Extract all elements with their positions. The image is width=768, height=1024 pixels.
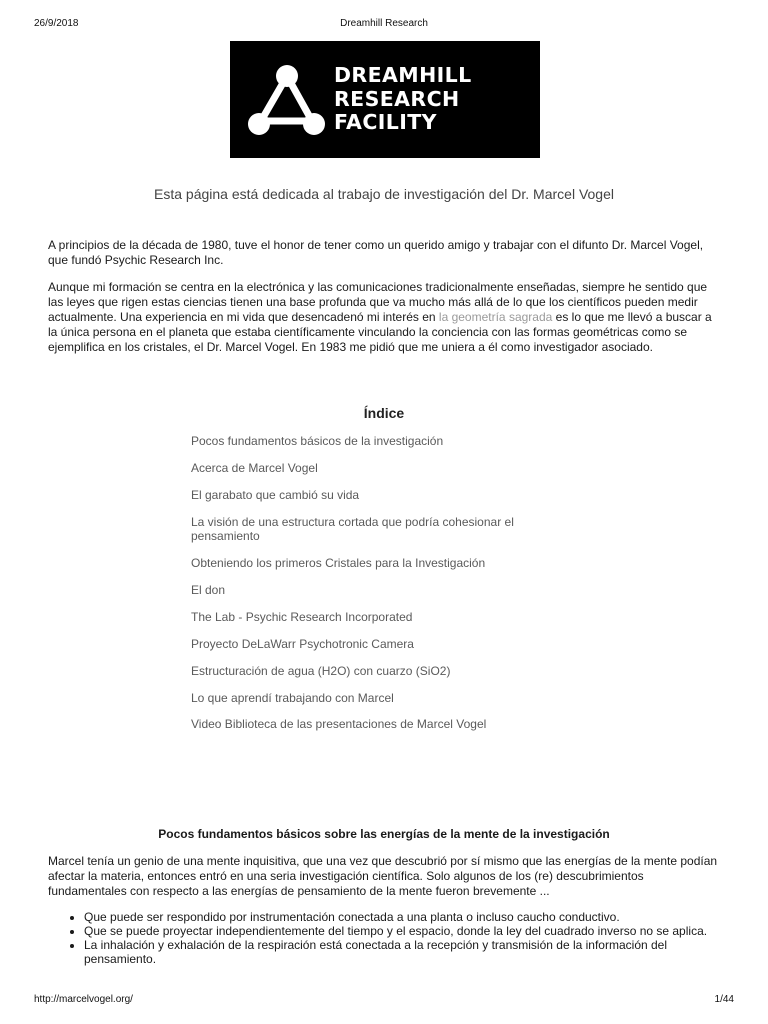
toc-item-what-i-learned[interactable]: Lo que aprendí trabajando con Marcel (191, 690, 394, 705)
toc-item-doodle[interactable]: El garabato que cambió su vida (191, 487, 360, 502)
intro-paragraph-1: A principios de la década de 1980, tuve el honor de tener como un querido amigo y trabajar con el difunto Dr. Marcel Vogel, que fundó Psychic Research Inc. (48, 238, 704, 267)
toc-item-gift[interactable]: El don (191, 582, 226, 597)
page-tagline: Esta página está dedicada al trabajo de investigación del Dr. Marcel Vogel (154, 186, 614, 202)
logo-wordmark (334, 64, 472, 135)
print-title: Dreamhill Research (340, 18, 428, 29)
index-heading: Índice (363, 405, 405, 421)
section-paragraph-1: Marcel tenía un genio de una mente inquisitiva, que una vez que descubrió por sí mismo que las energías de la mente podían afectar la materia, entonces entró en una seria investigación científica. Solo algunos de los (re) descubrimientos fundamentales con respecto a las energías de pensamiento de la mente fueron brevemente ... (48, 854, 718, 898)
bullet-item: • Que puede ser respondido por instrumentación conectada a una planta o incluso caucho conductivo. (84, 910, 724, 924)
logo-line-1: DREAMHILL (334, 63, 472, 87)
print-date: 26/9/2018 (34, 18, 79, 29)
section-heading-fundamentals: Pocos fundamentos básicos sobre las energías de la mente de la investigación (158, 827, 610, 841)
triangle-molecule-icon (244, 63, 328, 141)
fundamentals-bullet-list (48, 910, 724, 966)
bullet-item: • Que se puede proyectar independientemente del tiempo y el espacio, donde la ley del cuadrado inverso no se aplica. (84, 924, 724, 938)
sacred-geometry-link[interactable]: la geometría sagrada (438, 310, 553, 324)
intro-text-before-link: Aunque mi formación se centra en la electrónica y las comunicaciones tradicionalmente enseñadas, siempre he sentido que las leyes que rigen estas ciencias tienen una base profunda que va mucho más allá de lo que los científicos pueden medir actualmente. Una experiencia en mi vida que desencadenó mi interés en (48, 280, 708, 324)
logo-line-3: FACILITY (334, 110, 437, 134)
toc-item-vision-structure[interactable]: La visión de una estructura cortada que podría cohesionar el pensamiento (191, 514, 514, 544)
print-footer (34, 994, 734, 1008)
intro-paragraph-2 (48, 280, 724, 355)
print-page-number: 1/44 (714, 994, 734, 1005)
table-of-contents (191, 434, 571, 744)
toc-item-about-marcel[interactable]: Acerca de Marcel Vogel (191, 460, 318, 475)
toc-item-first-crystals[interactable]: Obteniendo los primeros Cristales para la Investigación (191, 556, 486, 571)
print-header (34, 18, 734, 32)
intro-text-after-link: es lo que me llevó a buscar a la única persona en el planeta que estaba científicamente vinculando la conciencia con las formas geométricas como se ejemplifica en los cristales, el Dr. Marcel Vogel. En 1983 me pidió que me uniera a él como investigador asociado. (48, 310, 712, 354)
toc-item-water-structuring[interactable]: Estructuración de agua (H2O) con cuarzo (SiO2) (191, 663, 451, 678)
toc-item-lab[interactable]: The Lab - Psychic Research Incorporated (191, 609, 413, 624)
print-url: http://marcelvogel.org/ (34, 994, 133, 1005)
toc-item-delawarr-camera[interactable]: Proyecto DeLaWarr Psychotronic Camera (191, 636, 414, 651)
toc-item-video-library[interactable]: Video Biblioteca de las presentaciones de Marcel Vogel (191, 717, 487, 732)
logo-line-2: RESEARCH (334, 86, 460, 111)
bullet-item: • La inhalación y exhalación de la respiración está conectada a la recepción y transmisión de la información del pensamiento. (84, 938, 724, 966)
dreamhill-logo (230, 41, 540, 158)
toc-item-fundamentals[interactable]: Pocos fundamentos básicos de la investigación (191, 434, 444, 448)
